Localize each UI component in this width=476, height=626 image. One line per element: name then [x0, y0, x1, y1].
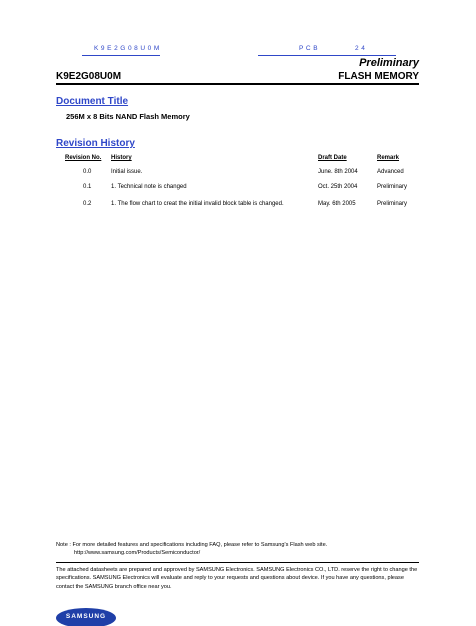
- remark: Advanced: [377, 169, 404, 175]
- disclaimer-text: The attached datasheets are prepared and approved by SAMSUNG Electronics. SAMSUNG Electronics CO., LTD. reserve the right to change the specifications. SAMSUNG Electronics will evaluate and reply to your requests and questions about device. If you have any questions, please contact the SAMSUNG branch office near you.: [56, 567, 418, 590]
- draft-date: May. 6th 2005: [318, 201, 356, 207]
- footer-note: [56, 541, 419, 557]
- table-row: [56, 169, 419, 179]
- footer-divider: [56, 562, 419, 563]
- preliminary-label: Preliminary: [359, 57, 419, 69]
- history-text: 1. The flow chart to creat the initial invalid block table is changed.: [111, 201, 284, 207]
- top-part-link[interactable]: K9E2G08U0M: [94, 45, 162, 52]
- remark: Preliminary: [377, 201, 408, 207]
- document-title-text: 256M x 8 Bits NAND Flash Memory: [66, 112, 190, 121]
- table-row: [56, 184, 419, 194]
- top-part-underline: [82, 55, 160, 56]
- column-header-draft-date: Draft Date: [318, 155, 347, 161]
- draft-date: June. 8th 2004: [318, 169, 358, 175]
- logo-wordmark: SAMSUNG: [65, 613, 107, 620]
- samsung-logo: [56, 604, 116, 626]
- document-title-heading: Document Title: [56, 96, 129, 107]
- revision-number: 0.1: [83, 184, 92, 190]
- top-page-number[interactable]: 24: [355, 45, 368, 52]
- table-row: [56, 201, 419, 211]
- model-number: K9E2G08U0M: [56, 71, 122, 82]
- remark: Preliminary: [377, 184, 408, 190]
- revision-number: 0.2: [83, 201, 92, 207]
- top-pcb-link[interactable]: PCB: [299, 45, 321, 52]
- draft-date: Oct. 25th 2004: [318, 184, 358, 190]
- top-pcb-underline: [258, 55, 396, 56]
- column-header-remark: Remark: [377, 155, 400, 161]
- history-text: 1. Technical note is changed: [111, 184, 187, 190]
- column-header-history: History: [111, 155, 132, 161]
- product-category: FLASH MEMORY: [338, 71, 419, 82]
- samsung-url-link[interactable]: http://www.samsung.com/Products/Semiconductor/: [74, 550, 201, 556]
- header-divider: [56, 83, 419, 85]
- top-navigation-bar: [0, 45, 476, 57]
- note-text: Note : For more detailed features and specifications including FAQ, please refer to Samsung's Flash web site.: [56, 542, 328, 548]
- revision-history-heading: Revision History: [56, 138, 135, 149]
- history-text: Initial issue.: [111, 169, 143, 175]
- column-header-revision: Revision No.: [65, 155, 102, 161]
- revision-number: 0.0: [83, 169, 92, 175]
